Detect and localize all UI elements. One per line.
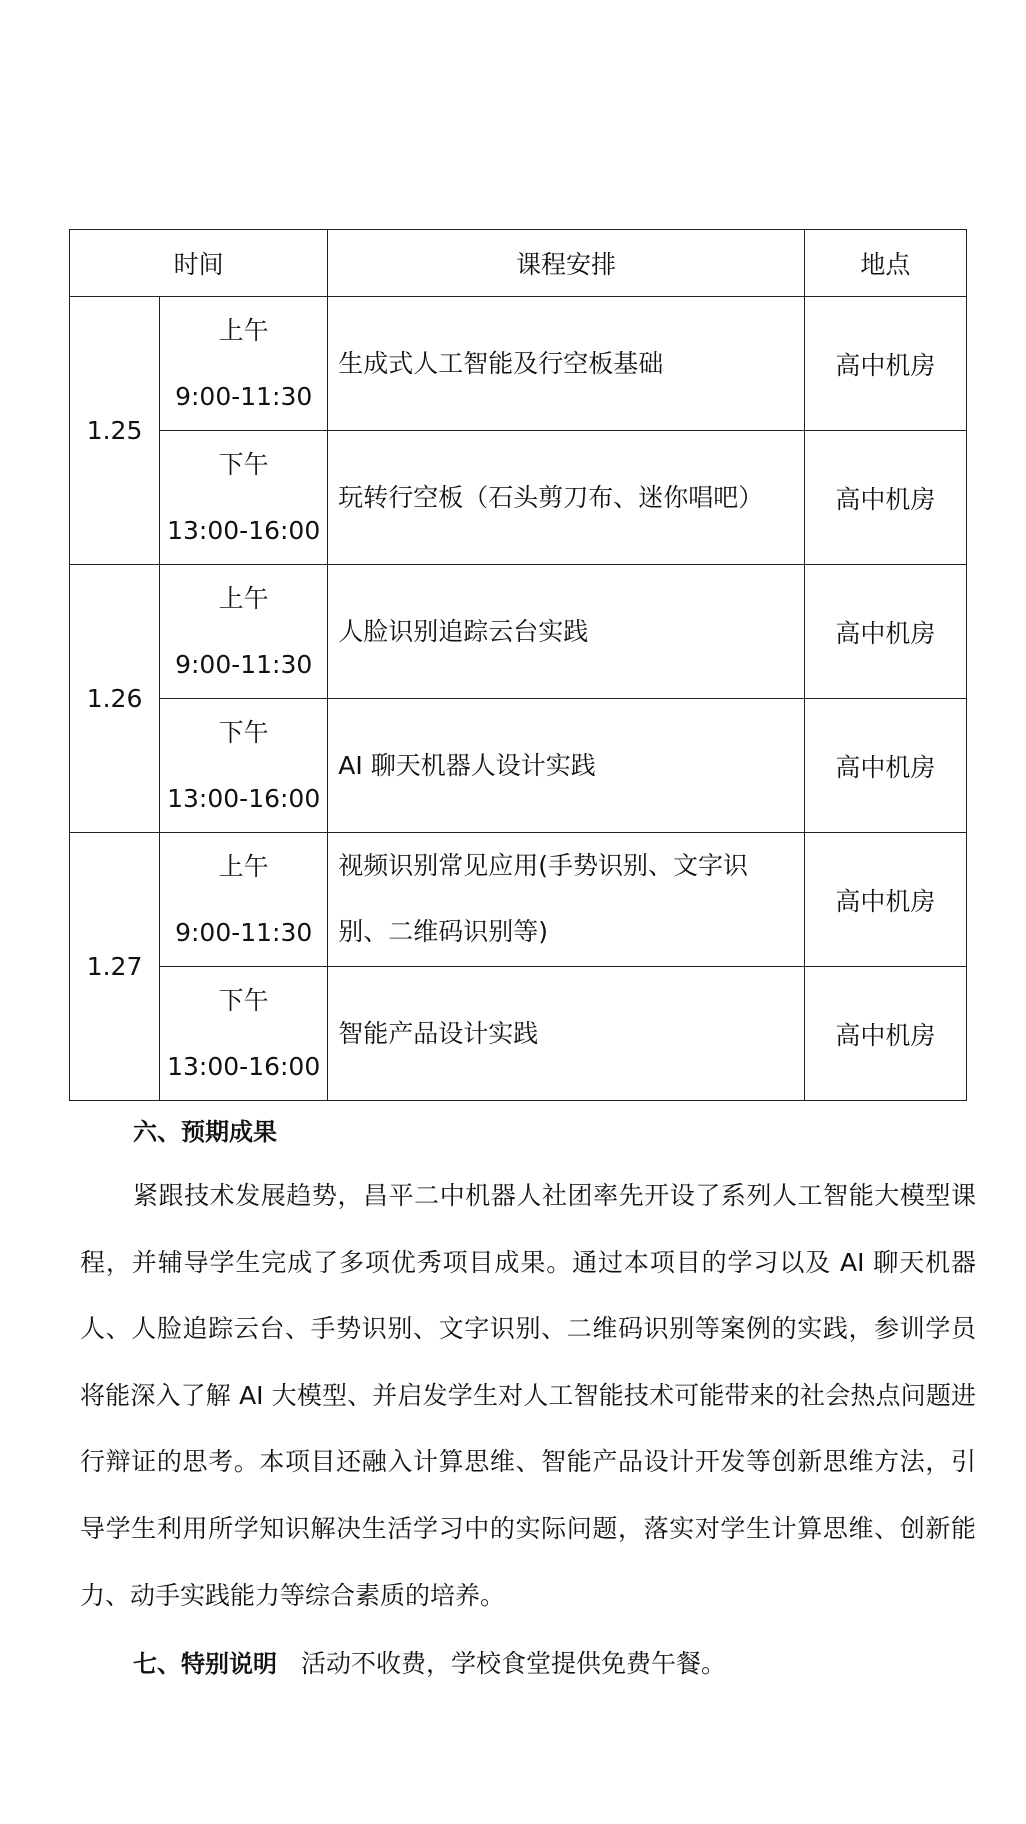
header-time: 时间 [70,230,328,297]
period-label: 下午 [218,717,269,747]
period-label: 上午 [218,315,269,345]
header-location: 地点 [804,230,966,297]
table-row [70,699,967,833]
special-note [133,1644,726,1680]
period-hours: 13:00-16:00 [167,1051,321,1081]
period-cell [160,297,328,431]
location-cell: 高中机房 [804,431,966,565]
date-cell: 1.27 [70,833,160,1101]
location-cell: 高中机房 [804,967,966,1101]
period-hours: 13:00-16:00 [167,783,321,813]
course-cell: 人脸识别追踪云台实践 [328,565,805,699]
location-cell: 高中机房 [804,699,966,833]
date-cell: 1.26 [70,565,160,833]
course-cell: 视频识别常见应用(手势识别、文字识别、二维码识别等) [328,833,805,967]
location-cell: 高中机房 [804,565,966,699]
table-row [70,833,967,967]
table-header-row [70,230,967,297]
table-row [70,967,967,1101]
course-schedule-table [69,229,967,1101]
section-six-paragraph: 紧跟技术发展趋势，昌平二中机器人社团率先开设了系列人工智能大模型课程，并辅导学生完成了多项优秀项目成果。通过本项目的学习以及 AI 聊天机器人、人脸追踪云台、手势识别、文字识别、二维码识别等案例的实践，参训学员将能深入了解 AI 大模型、并启发学生对人工智能技术可能带来的社会热点问题进行辩证的思考。本项目还融入计算思维、智能产品设计开发等创新思维方法，引导学生利用所学知识解决生活学习中的实际问题，落实对学生计算思维、创新能力、动手实践能力等综合素质的培养。 [80,1181,976,1610]
period-hours: 13:00-16:00 [167,515,321,545]
period-hours: 9:00-11:30 [175,649,313,679]
course-cell: 生成式人工智能及行空板基础 [328,297,805,431]
course-cell: AI 聊天机器人设计实践 [328,699,805,833]
table-row [70,431,967,565]
period-cell [160,967,328,1101]
date-cell: 1.25 [70,297,160,565]
period-cell [160,699,328,833]
location-cell: 高中机房 [804,297,966,431]
period-cell [160,833,328,967]
course-cell: 玩转行空板（石头剪刀布、迷你唱吧） [328,431,805,565]
section-seven-text: 活动不收费，学校食堂提供免费午餐。 [301,1649,727,1678]
period-label: 下午 [218,449,269,479]
period-label: 下午 [218,985,269,1015]
period-hours: 9:00-11:30 [175,917,313,947]
period-hours: 9:00-11:30 [175,381,313,411]
section-six-heading: 六、预期成果 [133,1118,277,1146]
course-cell: 智能产品设计实践 [328,967,805,1101]
header-course: 课程安排 [328,230,805,297]
period-label: 上午 [218,851,269,881]
period-cell [160,431,328,565]
period-label: 上午 [218,583,269,613]
section-seven-heading: 七、特别说明 [133,1650,277,1678]
table-row [70,297,967,431]
period-cell [160,565,328,699]
table-row [70,565,967,699]
location-cell: 高中机房 [804,833,966,967]
